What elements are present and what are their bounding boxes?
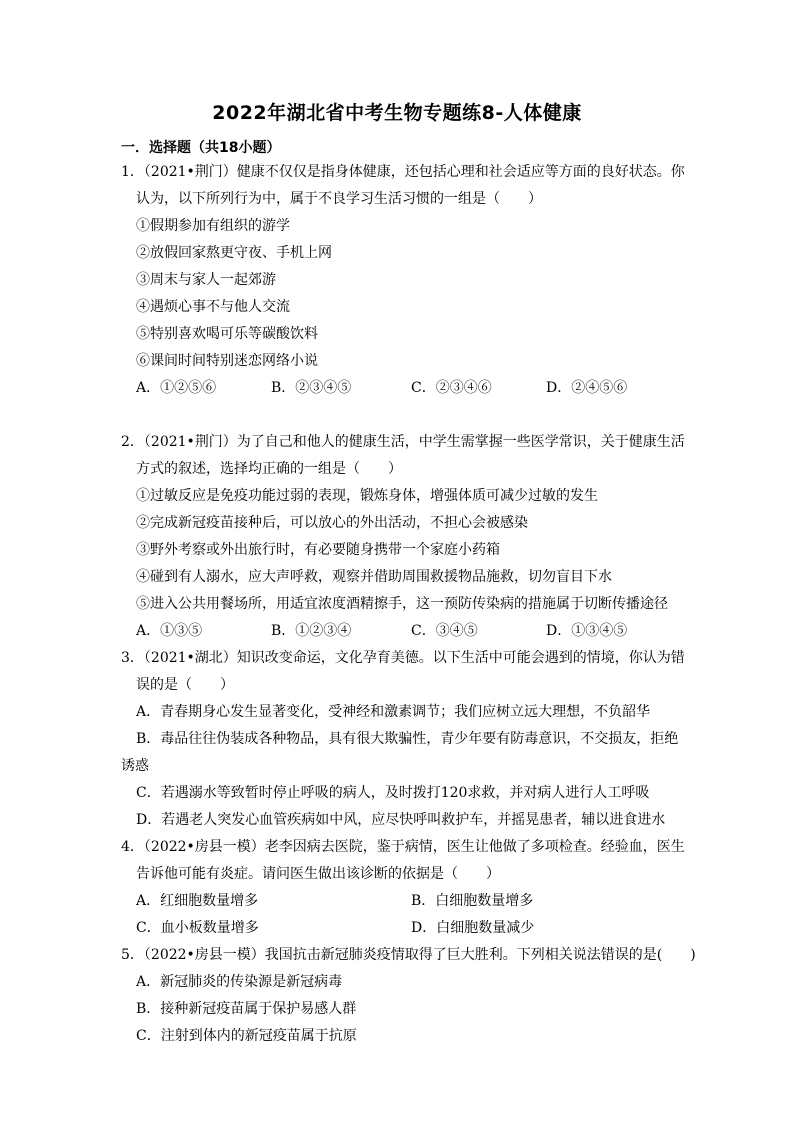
q1-stem-line1: 1．（2021•荆门）健康不仅仅是指身体健康，还包括心理和社会适应等方面的良好状态。你 <box>121 164 685 180</box>
q1-item: ①假期参加有组织的游学 <box>136 218 290 234</box>
q2-option-a: A．①③⑤ <box>136 623 203 639</box>
q5-option-c: C．注射到体内的新冠疫苗属于抗原 <box>136 1028 357 1044</box>
q3-option-a: A．青春期身心发生显著变化，受神经和激素调节；我们应树立远大理想，不负韶华 <box>136 704 651 720</box>
q5-stem-line1: 5．（2022•房县一模）我国抗击新冠肺炎疫情取得了巨大胜利。下列相关说法错误的是( ) <box>121 947 696 963</box>
q2-option-b: B．①②③④ <box>271 623 352 639</box>
q4-option-c: C．血小板数量增多 <box>136 920 259 936</box>
q3-option-b: B．毒品往往伪装成各种物品，具有很大欺骗性，青少年要有防毒意识，不交损友，拒绝 <box>136 731 679 747</box>
q3-option-b-continued: 诱惑 <box>121 758 149 774</box>
q2-stem-line2: 方式的叙述，选择均正确的一组是（ ） <box>136 461 402 477</box>
q5-option-b: B．接种新冠疫苗属于保护易感人群 <box>136 1001 357 1017</box>
q4-option-b: B．白细胞数量增多 <box>411 893 534 909</box>
q2-option-c: C．③④⑤ <box>411 623 478 639</box>
q1-option-d: D．②④⑤⑥ <box>546 380 628 396</box>
q1-item: ②放假回家熬更守夜、手机上网 <box>136 245 332 261</box>
q2-item: ③野外考察或外出旅行时，有必要随身携带一个家庭小药箱 <box>136 542 500 558</box>
q4-stem-line2: 告诉他可能有炎症。请问医生做出该诊断的依据是（ ） <box>136 866 500 882</box>
q3-stem-line2: 误的是（ ） <box>136 677 234 693</box>
q1-stem-line2: 认为，以下所列行为中，属于不良学习生活习惯的一组是（ ） <box>136 191 542 207</box>
section-heading: 一．选择题（共18小题） <box>121 140 281 156</box>
q4-option-d: D．白细胞数量减少 <box>411 920 535 936</box>
q4-stem-line1: 4．（2022•房县一模）老李因病去医院，鉴于病情，医生让他做了多项检查。经验血，医生 <box>121 839 685 855</box>
q2-item: ①过敏反应是免疫功能过弱的表现，锻炼身体，增强体质可减少过敏的发生 <box>136 488 598 504</box>
q3-option-d: D．若遇老人突发心血管疾病如中风，应尽快呼叫救护车，并摇晃患者，辅以进食进水 <box>136 812 666 828</box>
q3-option-c: C．若遇溺水等致暂时停止呼吸的病人，及时拨打120求救，并对病人进行人工呼吸 <box>136 785 650 801</box>
q3-stem-line1: 3．（2021•湖北）知识改变命运，文化孕育美德。以下生活中可能会遇到的情境，你认为错 <box>121 650 685 666</box>
q2-stem-line1: 2．（2021•荆门）为了自己和他人的健康生活，中学生需掌握一些医学常识，关于健康生活 <box>121 434 685 450</box>
q1-item: ④遇烦心事不与他人交流 <box>136 299 290 315</box>
q1-item: ③周末与家人一起郊游 <box>136 272 276 288</box>
q2-item: ②完成新冠疫苗接种后，可以放心的外出活动，不担心会被感染 <box>136 515 528 531</box>
q1-option-a: A．①②⑤⑥ <box>136 380 217 396</box>
q1-item: ⑥课间时间特别迷恋网络小说 <box>136 353 318 369</box>
q1-option-b: B．②③④⑤ <box>271 380 352 396</box>
q5-option-a: A．新冠肺炎的传染源是新冠病毒 <box>136 974 343 990</box>
q4-option-a: A．红细胞数量增多 <box>136 893 259 909</box>
q2-item: ⑤进入公共用餐场所，用适宜浓度酒精擦手，这一预防传染病的措施属于切断传播途径 <box>136 596 668 612</box>
q2-item: ④碰到有人溺水，应大声呼救，观察并借助周围救援物品施救，切勿盲目下水 <box>136 569 612 585</box>
q1-option-c: C．②③④⑥ <box>411 380 492 396</box>
q2-option-d: D．①③④⑤ <box>546 623 628 639</box>
page-title: 2022年湖北省中考生物专题练8-人体健康 <box>212 102 582 124</box>
q1-item: ⑤特别喜欢喝可乐等碳酸饮料 <box>136 326 318 342</box>
